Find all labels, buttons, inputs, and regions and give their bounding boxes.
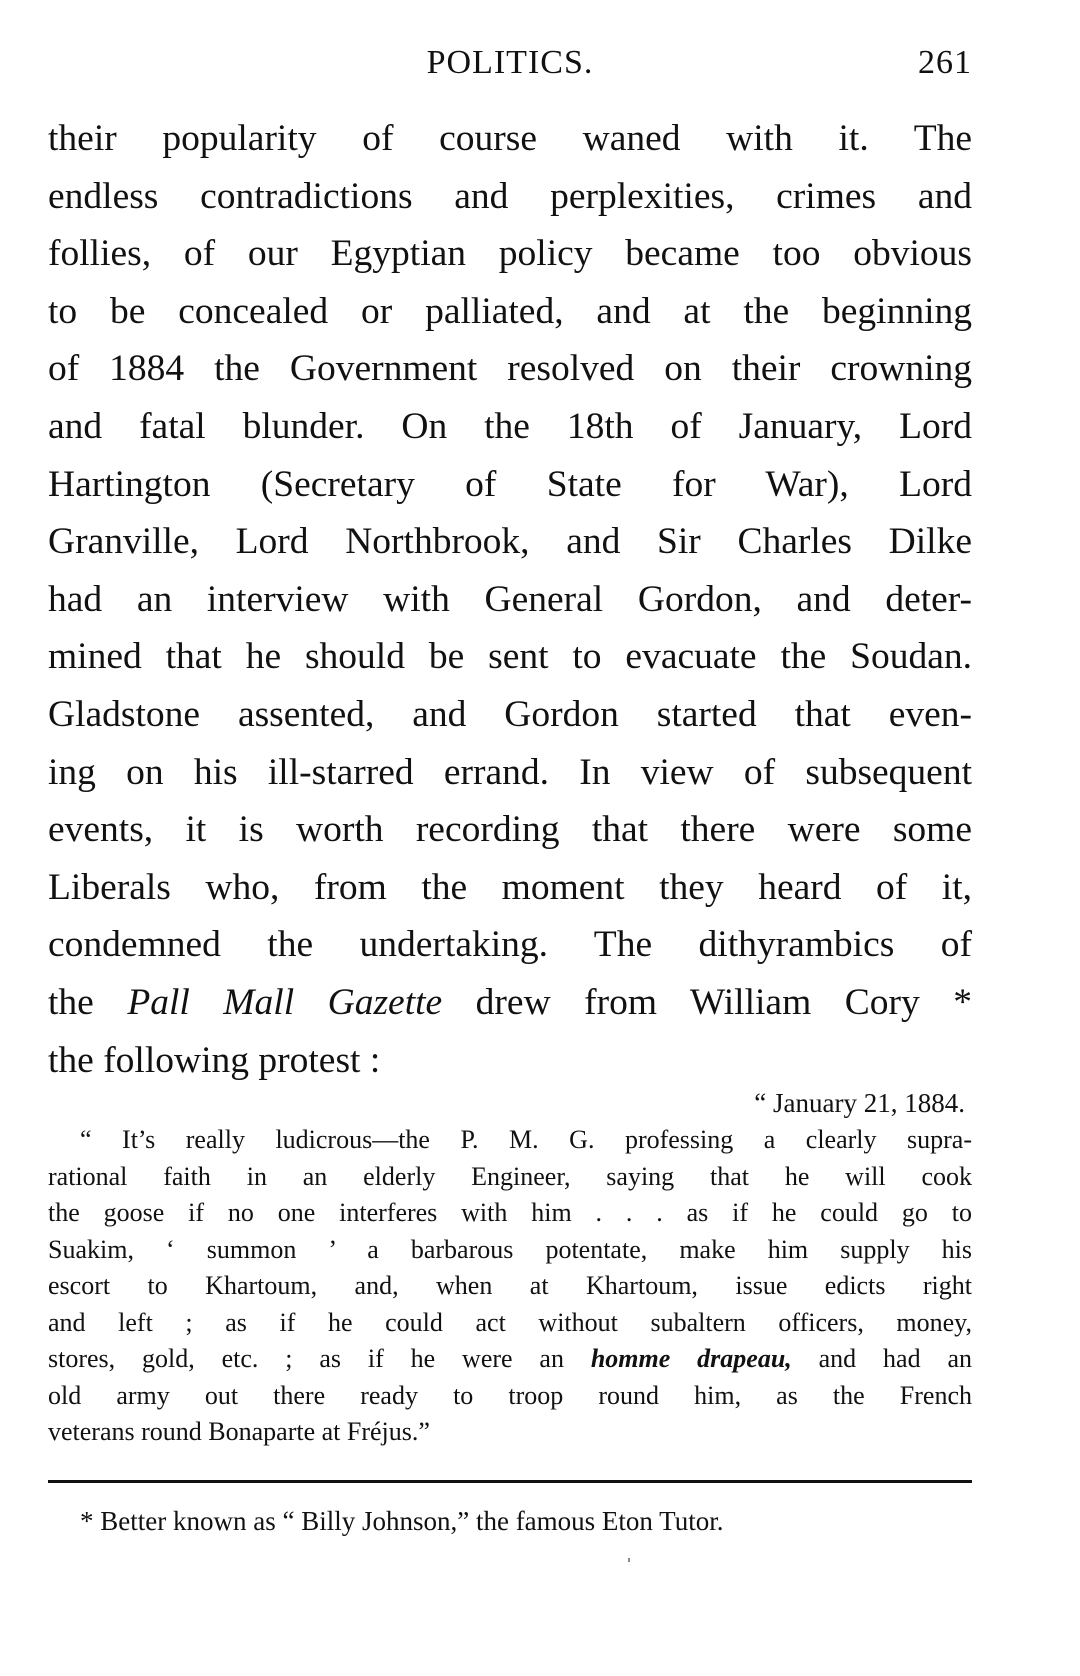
chapter-title: POLITICS. xyxy=(426,44,594,81)
running-head xyxy=(48,44,972,94)
text-line: Gladstone assented, and Gordon started that even- xyxy=(48,693,972,735)
text-fragment: stores, gold, etc. ; as if he were an xyxy=(48,1344,591,1373)
text-line: to be concealed or palliated, and at the beginning xyxy=(48,290,972,332)
footnote: * Better known as “ Billy Johnson,” the famous Eton Tutor. xyxy=(80,1506,724,1536)
text-line: Granville, Lord Northbrook, and Sir Charles Dilke xyxy=(48,521,972,563)
quote-line: old army out there ready to troop round him, as the French xyxy=(48,1380,972,1410)
quote-line: rational faith in an elderly Engineer, saying that he will cook xyxy=(48,1161,972,1191)
text-line: their popularity of course waned with it. The xyxy=(48,118,972,159)
publication-title: Pall Mall Gazette xyxy=(127,981,443,1023)
text-line: of 1884 the Government resolved on their crowning xyxy=(48,348,972,390)
quote-line xyxy=(48,1341,972,1378)
page-number: 261 xyxy=(918,44,972,81)
text-line: and fatal blunder. On the 18th of January, Lord xyxy=(48,405,972,447)
text-line: endless contradictions and perplexities, crimes and xyxy=(48,175,972,217)
text-line: Liberals who, from the moment they heard of it, xyxy=(48,866,972,908)
quote-line: escort to Khartoum, and, when at Khartoum, issue edicts right xyxy=(48,1271,972,1300)
letter-date: “ January 21, 1884. xyxy=(754,1088,965,1118)
print-speck xyxy=(628,1558,630,1562)
quote-line: the goose if no one interferes with him . . . as if he could go to xyxy=(48,1198,972,1227)
text-line: Hartington (Secretary of State for War), Lord xyxy=(48,463,972,505)
foreign-phrase: homme drapeau, xyxy=(590,1344,792,1373)
quote-line: veterans round Bonaparte at Fréjus.” xyxy=(48,1417,430,1446)
text-line: events, it is worth recording that there were some xyxy=(48,809,972,851)
quote-line: Suakim, ‘ summon ’ a barbarous potentate, make him supply his xyxy=(48,1234,972,1264)
text-line: follies, of our Egyptian policy became too obvious xyxy=(48,233,972,275)
text-line: ing on his ill-starred errand. In view of subsequent xyxy=(48,751,972,793)
text-line: had an interview with General Gordon, and deter- xyxy=(48,578,972,620)
text-fragment: and had an xyxy=(791,1344,972,1373)
block-quote xyxy=(48,1122,972,1451)
quote-line: “ It’s really ludicrous—the P. M. G. professing a clearly supra- xyxy=(80,1125,972,1154)
quote-line: and left ; as if he could act without subaltern officers, money, xyxy=(48,1307,972,1337)
footnote-divider xyxy=(48,1480,972,1483)
text-line: mined that he should be sent to evacuate the Soudan. xyxy=(48,636,972,678)
text-line: the following protest : xyxy=(48,1039,381,1081)
text-line: condemned the undertaking. The dithyrambics of xyxy=(48,924,972,966)
text-fragment: the xyxy=(48,981,128,1023)
text-fragment: drew from William Cory * xyxy=(442,981,972,1023)
text-line xyxy=(48,974,972,1032)
body-paragraph xyxy=(48,110,972,1089)
